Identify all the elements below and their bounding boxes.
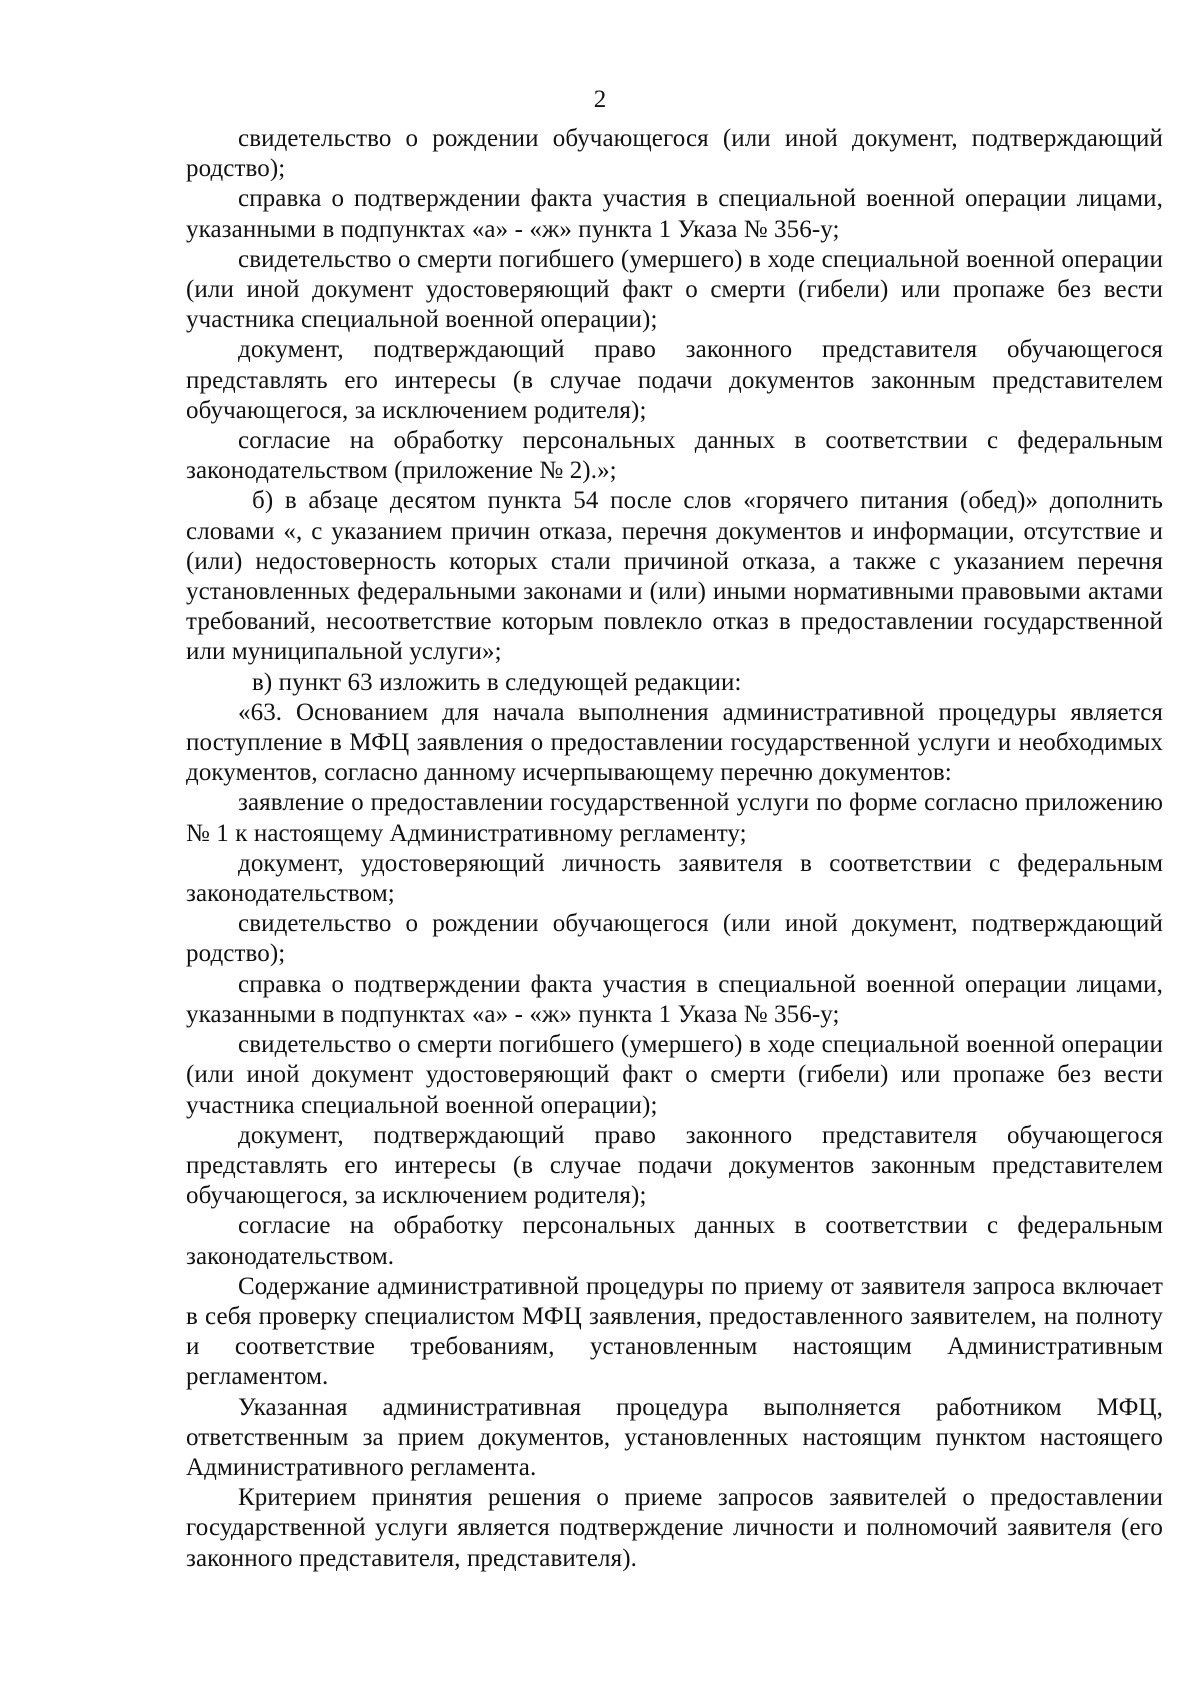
- paragraph-decision-criterion: Критерием принятия решения о приеме запросов заявителей о предоставлении государственной услуги является подтверждение личности и полномочий заявителя (его законного представителя, представителя).: [186, 1484, 1163, 1572]
- paragraph-procedure-content: Содержание административной процедуры по приему от заявителя запроса включает в себя проверку специалистом МФЦ заявления, предоставленного заявителем, на полноту и соответствие требованиям, установленным настоящим Административным регламентом.: [186, 1272, 1163, 1391]
- document-body: [186, 124, 1163, 1574]
- paragraph-personal-data-consent: согласие на обработку персональных данных в соответствии с федеральным законодательством (приложение № 2).»;: [186, 427, 1163, 485]
- paragraph-representative-document: документ, подтверждающий право законного представителя обучающегося представлять его интересы (в случае подачи документов законным представителем обучающегося, за исключением родителя);: [186, 336, 1163, 424]
- paragraph-application: заявление о предоставлении государственной услуги по форме согласно приложению № 1 к настоящему Административному регламенту;: [186, 789, 1163, 847]
- paragraph-svo-participation-certificate-2: справка о подтверждении факта участия в специальной военной операции лицами, указанными в подпунктах «а» - «ж» пункта 1 Указа № 356-у;: [186, 970, 1163, 1028]
- paragraph-personal-data-consent-2: согласие на обработку персональных данных в соответствии с федеральным законодательством.: [186, 1212, 1163, 1270]
- paragraph-amendment-v: в) пункт 63 изложить в следующей редакции:: [252, 668, 742, 696]
- paragraph-identity-document: документ, удостоверяющий личность заявителя в соответствии с федеральным законодательством;: [186, 849, 1163, 908]
- paragraph-death-certificate-2: свидетельство о смерти погибшего (умершего) в ходе специальной военной операции (или иной документ удостоверяющий факт о смерти (гибели) или пропаже без вести участника специальной военной операции);: [186, 1031, 1163, 1119]
- paragraph-procedure-executor: Указанная административная процедура выполняется работником МФЦ, ответственным за прием документов, установленных настоящим пунктом настоящего Административного регламента.: [186, 1393, 1163, 1481]
- paragraph-representative-document-2: документ, подтверждающий право законного представителя обучающегося представлять его интересы (в случае подачи документов законным представителем обучающегося, за исключением родителя);: [186, 1121, 1163, 1210]
- paragraph-item-63: «63. Основанием для начала выполнения административной процедуры является поступление в МФЦ заявления о предоставлении государственной услуги и необходимых документов, согласно данному исчерпывающему перечню документов:: [186, 698, 1163, 787]
- paragraph-birth-certificate: свидетельство о рождении обучающегося (или иной документ, подтверждающий родство);: [186, 125, 1163, 183]
- paragraph-death-certificate: свидетельство о смерти погибшего (умершего) в ходе специальной военной операции (или иной документ удостоверяющий факт о смерти (гибели) или пропаже без вести участника специальной военной операции);: [186, 245, 1163, 334]
- paragraph-amendment-b: б) в абзаце десятом пункта 54 после слов «горячего питания (обед)» дополнить словами «, с указанием причин отказа, перечня документов и информации, отсутствие и (или) недостоверность которых стали причиной отказа, а также с указанием перечня установленных федеральными законами и (или) иными нормативными правовыми актами требований, несоответствие которым повлекло отказ в предоставлении государственной или муниципальной услуги»;: [186, 487, 1163, 666]
- paragraph-svo-participation-certificate: справка о подтверждении факта участия в специальной военной операции лицами, указанными в подпунктах «а» - «ж» пункта 1 Указа № 356-у;: [186, 185, 1163, 243]
- paragraph-birth-certificate-2: свидетельство о рождении обучающегося (или иной документ, подтверждающий родство);: [186, 910, 1163, 968]
- page-number: 2: [593, 86, 607, 113]
